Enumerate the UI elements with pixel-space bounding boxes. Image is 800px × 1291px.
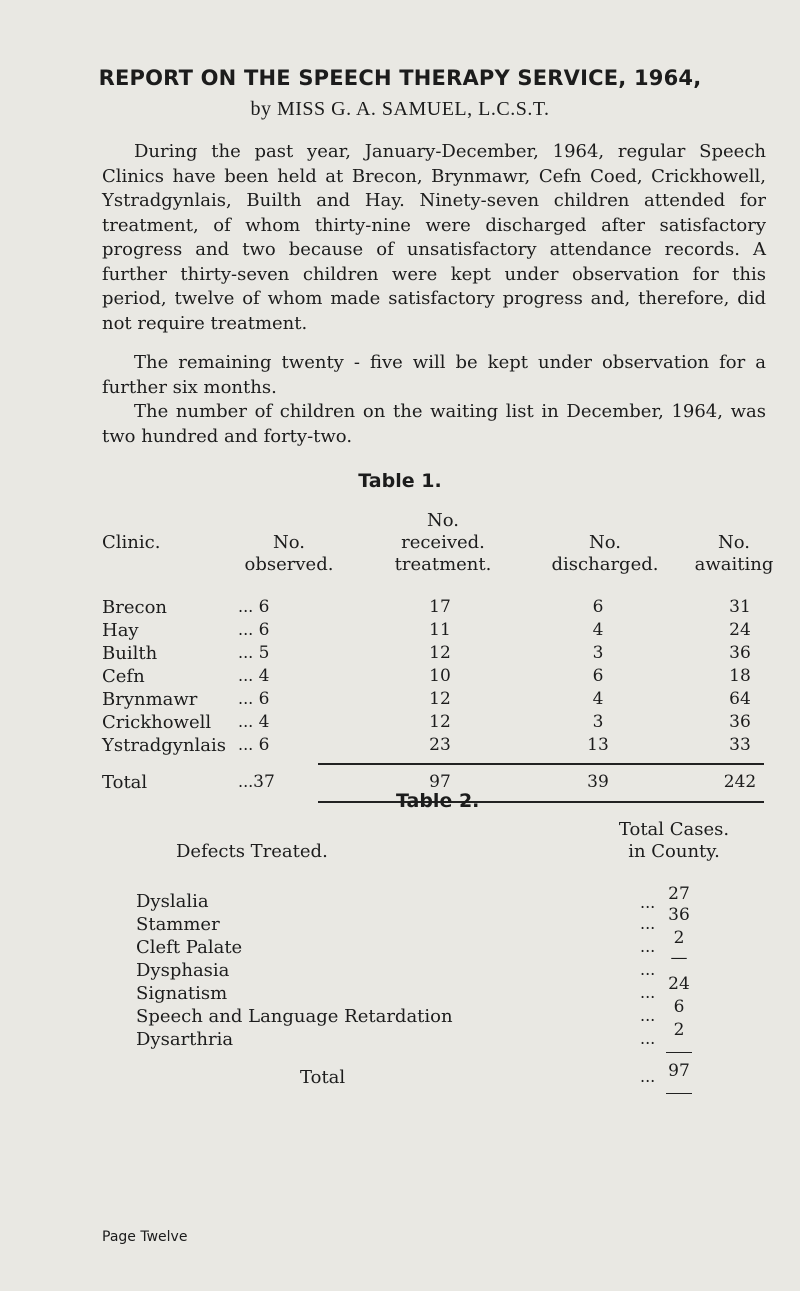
defect-label: Cleft Palate xyxy=(136,937,243,958)
table1-header-observed xyxy=(224,532,354,576)
defect-value: 2 xyxy=(673,928,685,948)
header-observed-line1: No. xyxy=(273,532,305,553)
table1-header-clinic: Clinic. xyxy=(102,532,161,553)
header-total-line2: in County. xyxy=(628,841,720,862)
awaiting-value: 64 xyxy=(729,689,751,709)
received-value: 10 xyxy=(429,666,451,686)
observed-value: 6 xyxy=(258,620,270,640)
defect-label: Signatism xyxy=(136,983,228,1004)
discharged-value: 13 xyxy=(587,735,609,755)
defect-label: Dysarthria xyxy=(136,1029,234,1050)
received-value: 12 xyxy=(429,643,451,663)
report-title: REPORT ON THE SPEECH THERAPY SERVICE, 1964, xyxy=(98,66,702,90)
header-received-line3: treatment. xyxy=(394,554,492,575)
table2-total-value: 97 xyxy=(668,1061,690,1081)
clinic-name: Brynmawr xyxy=(102,689,198,710)
leader-dots: ... xyxy=(640,1067,656,1086)
leader-dots: ... xyxy=(238,620,254,639)
report-byline: by MISS G. A. SAMUEL, L.C.S.T. xyxy=(250,98,550,120)
discharged-value: 3 xyxy=(592,712,604,732)
total-awaiting: 242 xyxy=(723,772,757,792)
leader-dots: ... xyxy=(238,772,254,791)
total-observed: 37 xyxy=(253,772,275,792)
received-value: 12 xyxy=(429,689,451,709)
observed-value: 6 xyxy=(258,735,270,755)
received-value: 17 xyxy=(429,597,451,617)
header-discharged-line2: discharged. xyxy=(551,554,659,575)
defect-value: 2 xyxy=(673,1020,685,1040)
paragraph-3: The number of children on the waiting list in December, 1964, was two hundred and forty-two. xyxy=(102,401,766,447)
header-total-line1: Total Cases. xyxy=(618,819,730,840)
table2-total-rule-bottom xyxy=(666,1093,692,1094)
leader-dots: ... xyxy=(640,960,656,979)
discharged-value: 4 xyxy=(592,620,604,640)
defect-value: — xyxy=(670,948,688,968)
leader-dots: ... xyxy=(640,937,656,956)
table1-caption: Table 1. xyxy=(358,470,442,492)
awaiting-value: 31 xyxy=(729,597,751,617)
defect-label: Speech and Language Retardation xyxy=(136,1006,453,1027)
header-observed-line2: observed. xyxy=(244,554,334,575)
header-discharged-line1: No. xyxy=(589,532,621,553)
leader-dots: ... xyxy=(640,893,656,912)
observed-value: 4 xyxy=(258,666,270,686)
defect-label: Dysphasia xyxy=(136,960,230,981)
leader-dots: ... xyxy=(640,914,656,933)
table2-header-total xyxy=(594,819,754,863)
awaiting-value: 18 xyxy=(729,666,751,686)
observed-value: 4 xyxy=(258,712,270,732)
leader-dots: ... xyxy=(238,597,254,616)
table1-header-received xyxy=(358,510,528,576)
leader-dots: ... xyxy=(640,1029,656,1048)
total-received: 97 xyxy=(429,772,451,792)
table1-header-discharged xyxy=(530,532,680,576)
clinic-name: Crickhowell xyxy=(102,712,212,733)
awaiting-value: 36 xyxy=(729,643,751,663)
clinic-name: Brecon xyxy=(102,597,167,618)
paragraph-2: The remaining twenty - five will be kept under observation for a further six months. xyxy=(102,352,766,398)
table1-header-awaiting xyxy=(672,532,796,576)
clinic-name: Builth xyxy=(102,643,158,664)
observed-value: 6 xyxy=(258,597,270,617)
received-value: 23 xyxy=(429,735,451,755)
leader-dots: ... xyxy=(640,983,656,1002)
received-value: 11 xyxy=(429,620,451,640)
leader-dots: ... xyxy=(238,712,254,731)
header-awaiting-line2: awaiting xyxy=(694,554,774,575)
defect-label: Dyslalia xyxy=(136,891,209,912)
header-received-line1: No. xyxy=(427,510,459,531)
table2-header-defects: Defects Treated. xyxy=(176,841,328,862)
total-discharged: 39 xyxy=(587,772,609,792)
defect-value: 6 xyxy=(673,997,685,1017)
awaiting-value: 24 xyxy=(729,620,751,640)
header-received-line2: received. xyxy=(401,532,485,553)
table2-total-label: Total xyxy=(300,1067,346,1088)
observed-value: 5 xyxy=(258,643,270,663)
defect-value: 36 xyxy=(668,905,690,925)
table1-total-rule-bottom xyxy=(318,801,764,803)
received-value: 12 xyxy=(429,712,451,732)
clinic-name: Hay xyxy=(102,620,139,641)
clinic-name: Cefn xyxy=(102,666,145,687)
leader-dots: ... xyxy=(238,666,254,685)
table2-total-rule-top xyxy=(666,1052,692,1053)
table1-total-rule-top xyxy=(318,763,764,765)
discharged-value: 6 xyxy=(592,666,604,686)
defect-value: 27 xyxy=(668,884,690,904)
leader-dots: ... xyxy=(640,1006,656,1025)
header-awaiting-line1: No. xyxy=(718,532,750,553)
paragraph-1: During the past year, January-December, 1964, regular Speech Clinics have been held at Brecon, Brynmawr, Cefn Coed, Crickhowell, Ystradgynlais, Builth and Hay. Ninety-seven children attended for treatment, of whom thirty-nine were discharged after satisfactory progress and two because of unsatisfactory attendance records. A further thirty-seven children were kept under observation for this period, twelve of whom made satisfactory progress and, therefore, did not require treatment. xyxy=(102,141,766,334)
defect-value: 24 xyxy=(668,974,690,994)
discharged-value: 4 xyxy=(592,689,604,709)
table2-caption: Table 2. xyxy=(396,790,480,812)
defect-label: Stammer xyxy=(136,914,220,935)
discharged-value: 6 xyxy=(592,597,604,617)
leader-dots: ... xyxy=(238,689,254,708)
page-footer: Page Twelve xyxy=(102,1229,188,1245)
clinic-name: Ystradgynlais xyxy=(102,735,226,756)
leader-dots: ... xyxy=(238,735,254,754)
observed-value: 6 xyxy=(258,689,270,709)
awaiting-value: 36 xyxy=(729,712,751,732)
discharged-value: 3 xyxy=(592,643,604,663)
total-label: Total xyxy=(102,772,148,793)
awaiting-value: 33 xyxy=(729,735,751,755)
leader-dots: ... xyxy=(238,643,254,662)
